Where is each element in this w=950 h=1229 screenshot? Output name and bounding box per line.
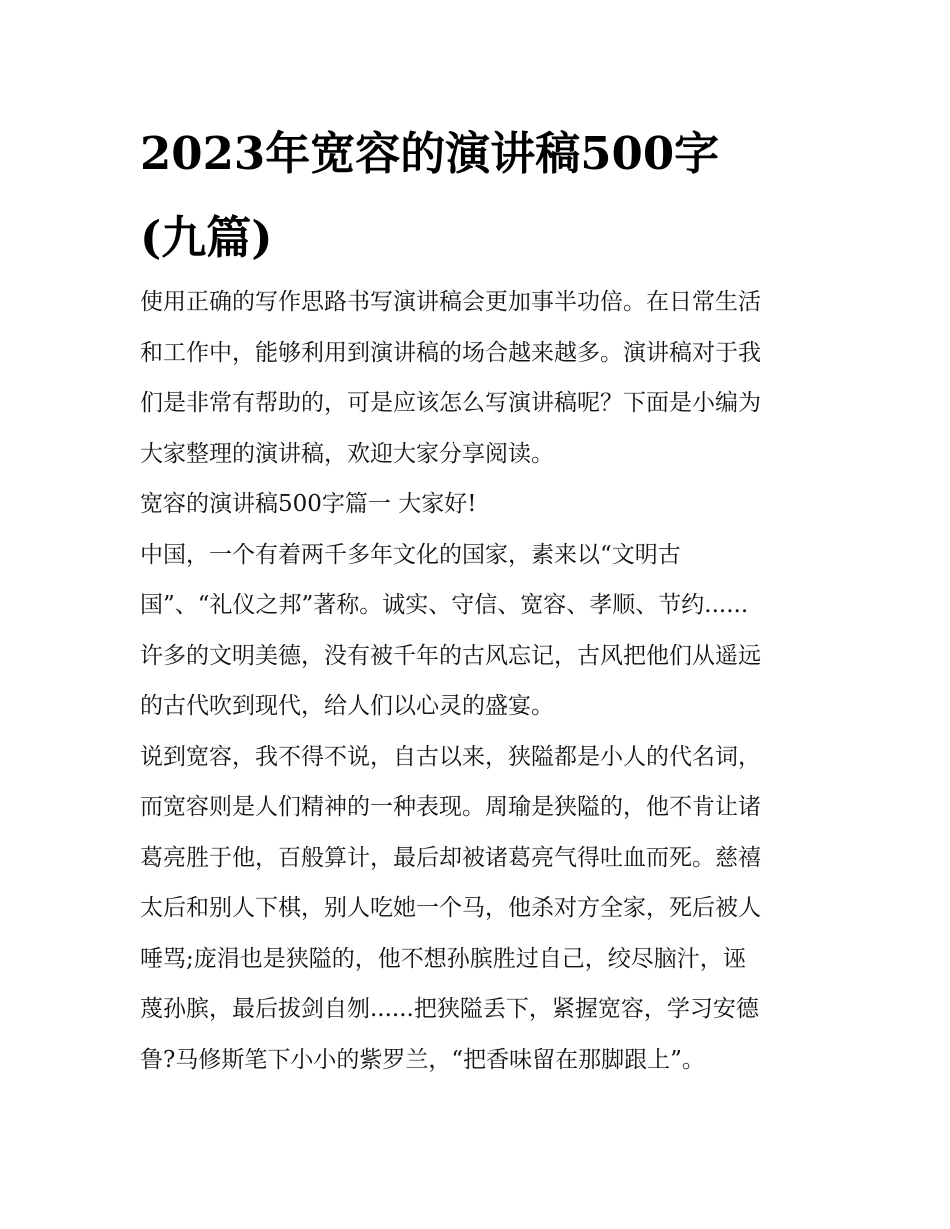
body-line: 葛亮胜于他，百般算计，最后却被诸葛亮气得吐血而死。慈禧 (140, 844, 761, 871)
body-line: 宽容的演讲稿500字篇一 大家好! (140, 491, 477, 517)
body-line: 使用正确的写作思路书写演讲稿会更加事半功倍。在日常生活 (140, 289, 761, 315)
title-line-1: 2023年宽容的演讲稿500字 (140, 127, 720, 180)
body-line: 国”、“礼仪之邦”著称。诚实、守信、宽容、孝顺、节约...... (140, 592, 749, 618)
document-body (140, 277, 830, 1085)
body-line: 鲁?马修斯笔下小小的紫罗兰，“把香味留在那脚跟上”。 (140, 1046, 705, 1073)
body-line: 的古代吹到现代，给人们以心灵的盛宴。 (140, 693, 554, 719)
body-line: 唾骂;庞涓也是狭隘的，他不想孙膑胜过自己，绞尽脑汁，诬 (140, 945, 746, 972)
body-line: 中国，一个有着两千多年文化的国家，素来以“文明古 (140, 541, 681, 568)
body-line: 大家整理的演讲稿，欢迎大家分享阅读。 (140, 440, 554, 467)
body-line: 太后和别人下棋，别人吃她一个马，他杀对方全家，死后被人 (140, 895, 761, 921)
body-line: 而宽容则是人们精神的一种表现。周瑜是狭隘的，他不肯让诸 (140, 794, 761, 820)
document-title (140, 112, 820, 280)
body-line: 们是非常有帮助的，可是应该怎么写演讲稿呢？下面是小编为 (140, 390, 761, 416)
title-line-2: (九篇) (140, 211, 273, 264)
body-line: 许多的文明美德，没有被千年的古风忘记，古风把他们从遥远 (140, 642, 761, 669)
body-line: 说到宽容，我不得不说，自古以来，狭隘都是小人的代名词， (140, 743, 761, 770)
body-line: 蔑孙膑，最后拔剑自刎......把狭隘丢下，紧握宽容，学习安德 (140, 996, 759, 1022)
body-line: 和工作中，能够利用到演讲稿的场合越来越多。演讲稿对于我 (140, 339, 761, 366)
